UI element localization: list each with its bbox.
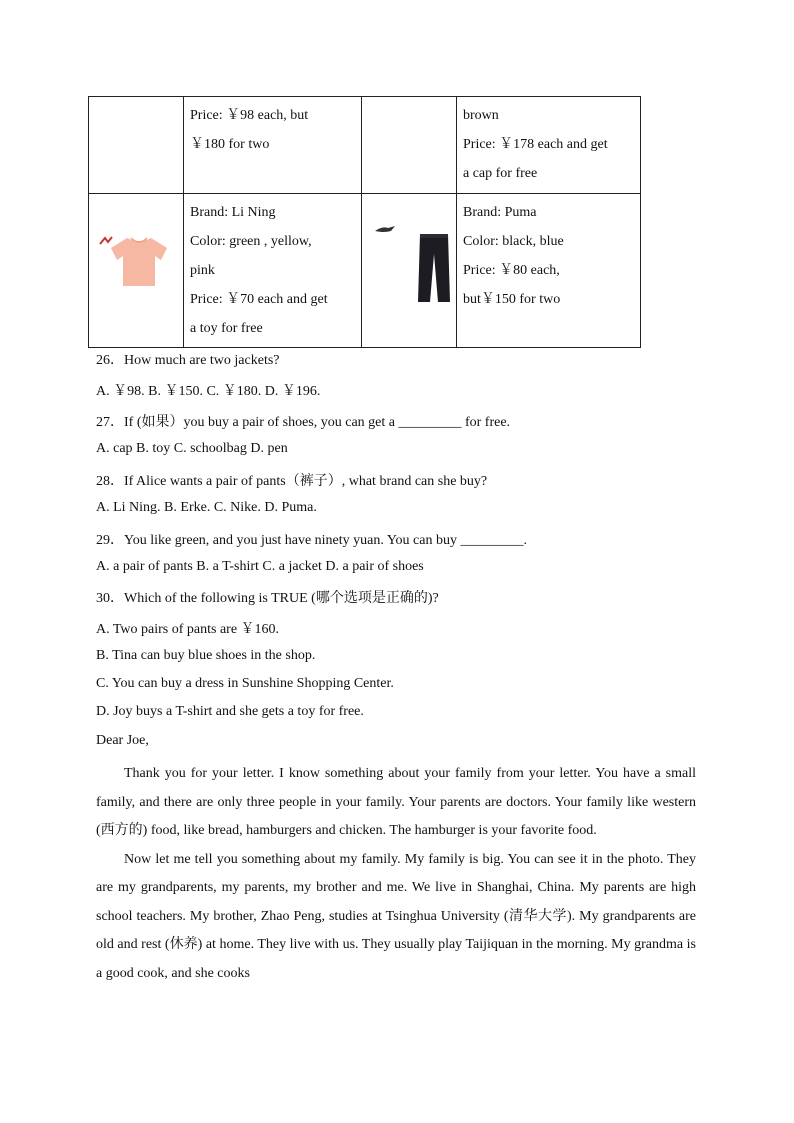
options-28: A. Li Ning. B. Erke. C. Nike. D. Puma. (96, 500, 317, 515)
options-26: A. ￥98. B. ￥150. C. ￥180. D. ￥196. (96, 384, 321, 399)
info-line: Brand: Li Ning (190, 205, 276, 220)
puma-logo-icon (374, 224, 396, 234)
product-info-cell (457, 97, 641, 194)
question-30: 30．Which of the following is TRUE (哪个选项是正确的)? (96, 591, 439, 606)
info-line: a toy for free (190, 321, 263, 336)
letter-paragraph: Now let me tell you something about my family. My family is big. You can see it in the photo. They are my grandparents, my parents, my brother and me. We live in Shanghai, China. My parents are high school teachers. My brother, Zhao Peng, studies at Tsinghua University (清华大学). My grandparents are old and rest (休养) at home. They live with us. They usually play Taijiquan in the morning. My grandma is a good cook, and she cooks (96, 851, 696, 981)
info-line: Color: green , yellow, (190, 234, 312, 249)
options-27: A. cap B. toy C. schoolbag D. pen (96, 441, 288, 456)
question-26: 26．How much are two jackets? (96, 353, 280, 368)
product-info-cell (184, 194, 362, 348)
option-30-b: B. Tina can buy blue shoes in the shop. (96, 648, 316, 663)
question-29: 29．You like green, and you just have ninety yuan. You can buy _________. (96, 533, 527, 548)
info-line: brown (463, 108, 499, 123)
letter-paragraph: Thank you for your letter. I know something about your family from your letter. You have a small family, and there are only three people in your family. Your parents are doctors. Your family like western (西方的) food, like bread, hamburgers and chicken. The hamburger is your favorite food. (96, 766, 696, 838)
info-line: ￥180 for two (190, 137, 270, 152)
info-line: a cap for free (463, 166, 538, 181)
product-info-cell (184, 97, 362, 194)
product-image-cell (362, 97, 457, 194)
product-info-cell (457, 194, 641, 348)
question-27: 27．If (如果）you buy a pair of shoes, you can get a _________ for free. (96, 415, 511, 430)
table-row (89, 97, 641, 194)
info-line: but￥150 for two (463, 292, 561, 307)
option-30-c: C. You can buy a dress in Sunshine Shopping Center. (96, 676, 394, 691)
info-line: Brand: Puma (463, 205, 537, 220)
tshirt-image-cell (89, 194, 184, 348)
option-30-a: A. Two pairs of pants are ￥160. (96, 622, 280, 637)
info-line: Price: ￥80 each, (463, 263, 560, 278)
info-line: pink (190, 263, 215, 278)
letter-greeting: Dear Joe, (96, 733, 149, 748)
info-line: Price: ￥70 each and get (190, 292, 328, 307)
info-line: Price: ￥178 each and get (463, 137, 608, 152)
options-29: A. a pair of pants B. a T-shirt C. a jacket D. a pair of shoes (96, 559, 424, 574)
letter (96, 732, 696, 988)
info-line: Price: ￥98 each, but (190, 108, 309, 123)
table-row (89, 194, 641, 348)
option-30-d: D. Joy buys a T-shirt and she gets a toy for free. (96, 704, 364, 719)
product-table (88, 96, 641, 348)
product-image-cell (89, 97, 184, 194)
pants-image-cell (362, 194, 457, 348)
info-line: Color: black, blue (463, 234, 564, 249)
tshirt-icon (109, 234, 169, 290)
pants-icon (416, 232, 452, 304)
question-28: 28．If Alice wants a pair of pants（裤子）, what brand can she buy? (96, 474, 488, 489)
